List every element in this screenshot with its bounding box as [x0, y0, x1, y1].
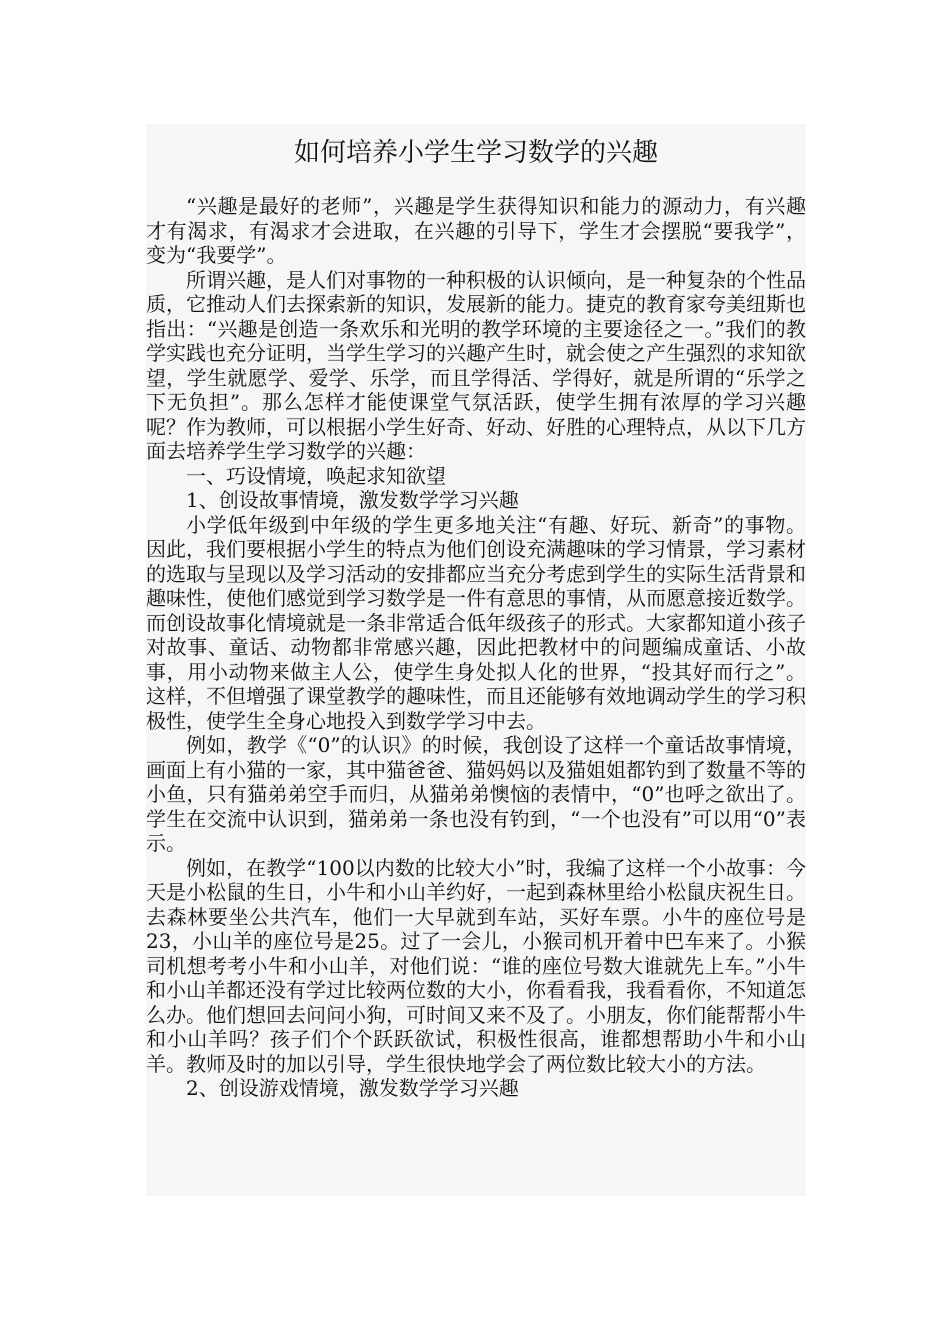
- section-heading-1: 一、巧设情境，唤起求知欲望: [186, 463, 446, 488]
- document-body: [146, 194, 806, 1101]
- paragraph-intro: “兴趣是最好的老师”，兴趣是学生获得知识和能力的源动力，有兴趣才有渴求，有渴求才会进取，在兴趣的引导下，学生才会摆脱“要我学”，变为“我要学”。: [146, 194, 806, 267]
- paragraph-example-zero: 例如，教学《“0”的认识》的时候，我创设了这样一个童话故事情境，画面上有小猫的一家，其中猫爸爸、猫妈妈以及猫姐姐都钓到了数量不等的小鱼，只有猫弟弟空手而归，从猫弟弟懊恼的表情中，“0”也呼之欲出了。学生在交流中认识到，猫弟弟一条也没有钓到，“一个也没有”可以用“0”表示。: [146, 733, 806, 855]
- paragraph-definition: 所谓兴趣，是人们对事物的一种积极的认识倾向，是一种复杂的个性品质，它推动人们去探索新的知识，发展新的能力。捷克的教育家夸美纽斯也指出：“兴趣是创造一条欢乐和光明的教学环境的主要途径之一。”我们的教学实践也充分证明，当学生学习的兴趣产生时，就会使之产生强烈的求知欲望，学生就愿学、爱学、乐学，而且学得活、学得好，就是所谓的“乐学之下无负担”。那么怎样才能使课堂气氛活跃，使学生拥有浓厚的学习兴趣呢？作为教师，可以根据小学生好奇、好动、好胜的心理特点，从以下几方面去培养学生学习数学的兴趣：: [146, 267, 806, 463]
- paragraph-story-context: 小学低年级到中年级的学生更多地关注“有趣、好玩、新奇”的事物。因此，我们要根据小学生的特点为他们创设充满趣味的学习情景，学习素材的选取与呈现以及学习活动的安排都应当充分考虑到学生的实际生活背景和趣味性，使他们感觉到学习数学是一件有意思的事情，从而愿意接近数学。而创设故事化情境就是一条非常适合低年级孩子的形式。大家都知道小孩子对故事、童话、动物都非常感兴趣，因此把教材中的问题编成童话、小故事，用小动物来做主人公，使学生身处拟人化的世界，“投其好而行之”。这样，不但增强了课堂教学的趣味性，而且还能够有效地调动学生的学习积极性，使学生全身心地投入到数学学习中去。: [146, 512, 806, 733]
- document-title: 如何培养小学生学习数学的兴趣: [293, 138, 658, 168]
- subsection-heading-1: 1、创设故事情境，激发数学学习兴趣: [186, 488, 519, 512]
- paragraph-example-compare: 例如，在教学“100以内数的比较大小”时，我编了这样一个小故事：今天是小松鼠的生日，小牛和小山羊约好，一起到森林里给小松鼠庆祝生日。去森林要坐公共汽车，他们一大早就到车站，买好车票。小牛的座位号是23，小山羊的座位号是25。过了一会儿，小猴司机开着中巴车来了。小猴司机想考考小牛和小山羊，对他们说：“谁的座位号数大谁就先上车。”小牛和小山羊都还没有学过比较两位数的大小，你看看我，我看看你，不知道怎么办。他们想回去问问小狗，可时间又来不及了。小朋友，你们能帮帮小牛和小山羊吗？孩子们个个跃跃欲试，积极性很高，谁都想帮助小牛和小山羊。教师及时的加以引导，学生很快地学会了两位数比较大小的方法。: [146, 855, 806, 1076]
- subsection-heading-2: 2、创设游戏情境，激发数学学习兴趣: [186, 1076, 519, 1100]
